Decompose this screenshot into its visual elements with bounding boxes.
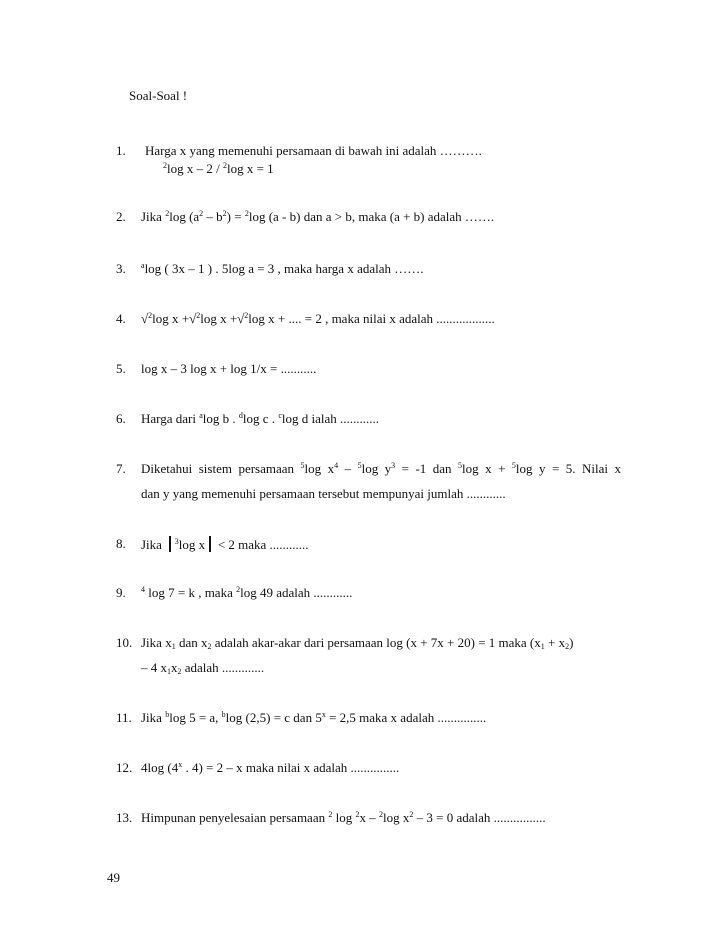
question-number: 9. bbox=[116, 585, 126, 600]
question-number: 13. bbox=[116, 810, 133, 825]
question-text-continued: – 4 $x_1x_2$ adalah ............. bbox=[141, 660, 265, 676]
question-text: √$^2$log x +√$^2$log x +√$^2$log x + .... = 2 , maka nilai x adalah .................. bbox=[141, 311, 495, 326]
question-number: 2. bbox=[116, 209, 126, 224]
question-number: 3. bbox=[116, 261, 126, 276]
question-text: $^4$ log 7 = k , maka $^2$log 49 adalah ............ bbox=[141, 585, 353, 600]
question-text: Jika $^3$log x < 2 maka ............ bbox=[141, 537, 309, 552]
absolute-bar-right bbox=[209, 536, 211, 552]
question-text: Jika $^b$log 5 = a, $^b$log (2,5) = c dan $5^x = 2,5$ maka x adalah ............... bbox=[141, 710, 487, 725]
question-number: 1. bbox=[116, 143, 126, 158]
question-number: 4. bbox=[116, 311, 126, 326]
question-number: 11. bbox=[116, 710, 132, 725]
question-text: Jika $x_1$ dan $x_2$ adalah akar-akar dari persamaan log (x + 7x + 20) = 1 maka $(x_1 + x_2)$ bbox=[141, 635, 574, 651]
question-text: Harga x yang memenuhi persamaan di bawah ini adalah ………. bbox=[145, 143, 482, 158]
question-number: 5. bbox=[116, 361, 126, 376]
question-number: 7. bbox=[116, 461, 126, 476]
page-number: 49 bbox=[107, 870, 120, 885]
question-text: 4log (4$^x$ . 4) = 2 – x maka nilai x adalah ............... bbox=[141, 760, 400, 775]
question-text: log x – 3 log x + log 1/x = ........... bbox=[141, 361, 317, 376]
question-number: 12. bbox=[116, 760, 133, 775]
question-text: $^a$log ( 3x – 1 ) . 5log a = 3 , maka harga x adalah ……. bbox=[141, 261, 424, 276]
question-number: 10. bbox=[116, 635, 133, 650]
absolute-bar-left bbox=[169, 536, 171, 552]
question-text: Himpunan penyelesaian persamaan $^2$ log $^2$x – $^2$log $x^2 - 3 = 0$ adalah ................ bbox=[141, 810, 546, 825]
question-text: Jika $^2$log $(a^2 - b^2) = ^2\log$ (a - b) dan a > b, maka (a + b) adalah ……. bbox=[141, 209, 495, 224]
heading: Soal-Soal ! bbox=[129, 88, 188, 103]
question-text: Harga dari $^a$log b . $^d$log c . $^c$log d ialah ............ bbox=[141, 411, 380, 426]
question-number: 6. bbox=[116, 411, 126, 426]
question-text: Diketahui sistem persamaan $^5$log $x^4 - ^5\log$ $y^3 = -1$ dan $^5$log x + $^5$log y = 5. Nilai x bbox=[141, 461, 622, 476]
equation: $^2$log x – 2 / $^2$log x = 1 bbox=[163, 161, 274, 176]
question-number: 8. bbox=[116, 536, 126, 551]
question-text-continued: dan y yang memenuhi persamaan tersebut mempunyai jumlah ............ bbox=[141, 486, 506, 501]
